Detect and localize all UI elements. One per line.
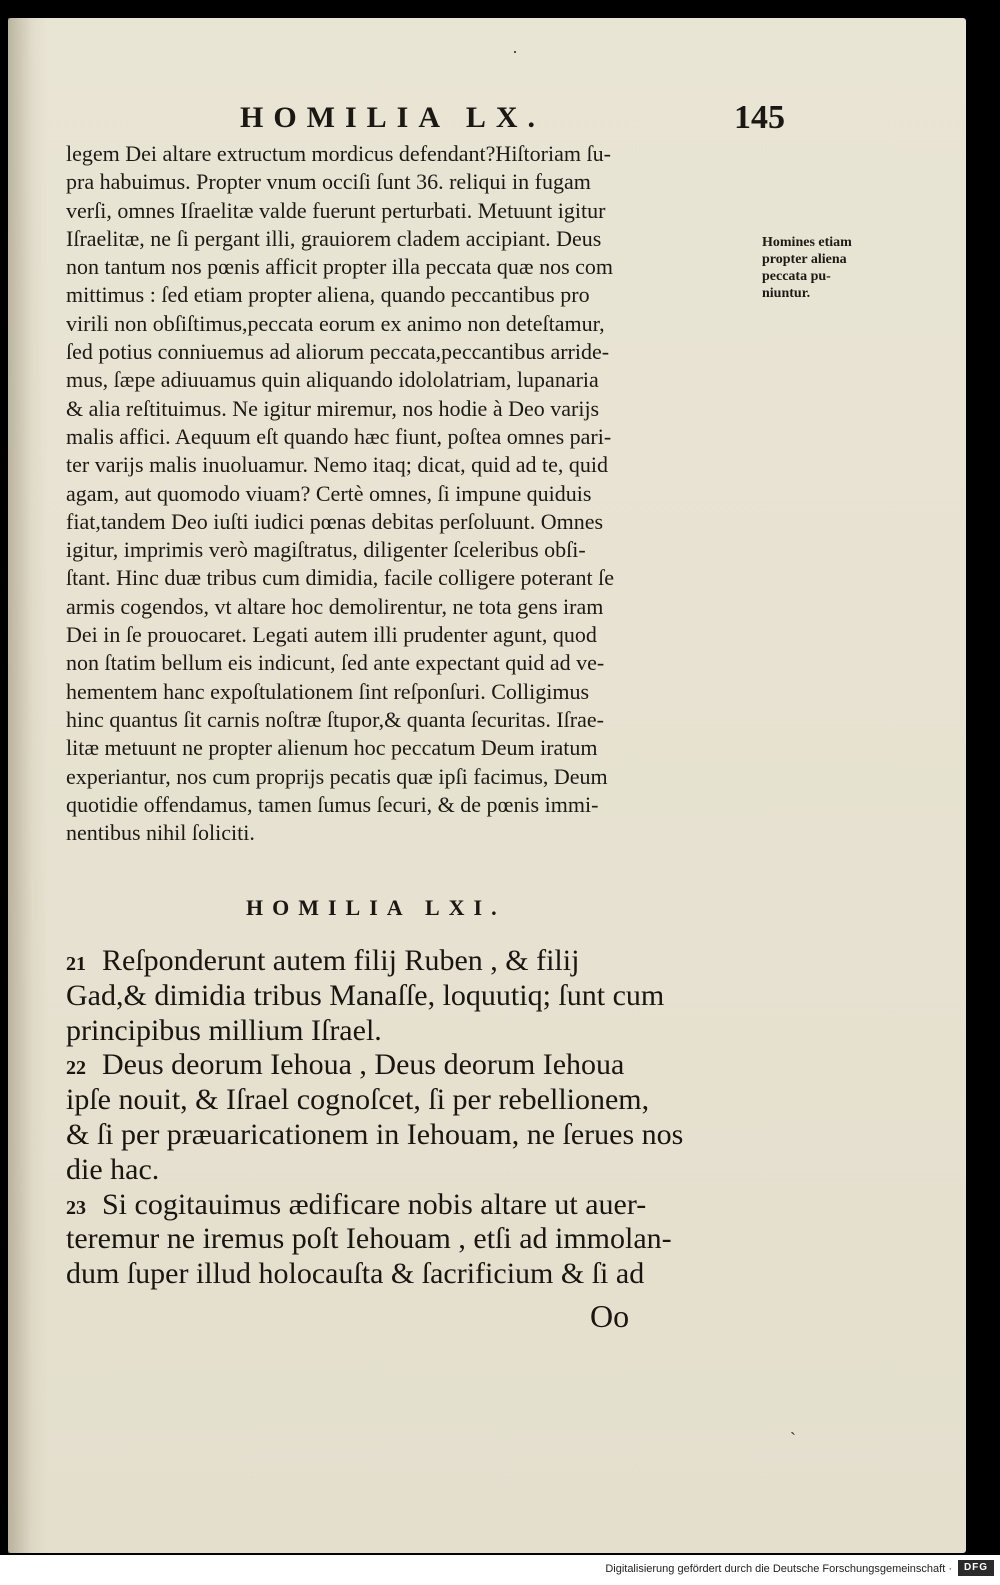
section-heading: HOMILIA LXI. bbox=[246, 895, 506, 920]
verse-line bbox=[66, 1222, 776, 1257]
ink-speck: · bbox=[512, 42, 518, 62]
text-line: fiat,tandem Deo iuſti iudici pœnas debitas perſoluunt. Omnes bbox=[66, 508, 604, 534]
text-line: nentibus nihil ſoliciti. bbox=[66, 820, 255, 846]
margin-note-line: propter aliena bbox=[762, 252, 847, 267]
verse-number: 22 bbox=[66, 1057, 86, 1080]
page-header bbox=[240, 101, 785, 135]
verse-text: principibus millium Iſrael. bbox=[66, 1013, 382, 1047]
verse-line bbox=[66, 1118, 776, 1153]
verse-text: dum ſuper illud holocauſta & ſacrificium & ſi ad bbox=[66, 1257, 645, 1291]
running-title: HOMILIA LX. bbox=[240, 101, 546, 134]
text-line: igitur, imprimis verò magiſtratus, diligenter ſceleribus obſi- bbox=[66, 537, 586, 563]
verse-line bbox=[66, 1153, 776, 1188]
text-line: non tantum nos pœnis afficit propter illa peccata quæ nos com bbox=[66, 254, 614, 280]
verse-text: ipſe nouit, & Iſrael cognoſcet, ſi per rebellionem, bbox=[66, 1083, 650, 1117]
verse-text: die hac. bbox=[66, 1152, 160, 1186]
verse-line bbox=[66, 1048, 776, 1083]
margin-note-line: peccata pu- bbox=[762, 269, 831, 284]
dfg-logo: DFG bbox=[958, 1560, 994, 1576]
text-line: experiantur, nos cum proprijs pecatis quæ ipſi facimus, Deum bbox=[66, 763, 608, 789]
text-line: hementem hanc expoſtulationem ſint reſponſuri. Colligimus bbox=[66, 678, 590, 704]
margin-note-line: Homines etiam bbox=[762, 235, 852, 250]
text-line: Iſraelitæ, ne ſi pergant illi, grauiorem cladem accipiant. Deus bbox=[66, 225, 602, 251]
verse-line bbox=[66, 1014, 776, 1049]
text-line: Dei in ſe prouocaret. Legati autem illi prudenter agunt, quod bbox=[66, 622, 597, 648]
catchword: Oo bbox=[590, 1298, 630, 1334]
verse-text: & ſi per præuaricationem in Iehouam, ne ſerues nos bbox=[66, 1117, 684, 1151]
text-line: non ſtatim bellum eis indicunt, ſed ante expectant quid ad ve- bbox=[66, 650, 605, 676]
verse-line bbox=[66, 1188, 776, 1223]
margin-note-line: niuntur. bbox=[762, 286, 811, 301]
verse-line bbox=[66, 1083, 776, 1118]
ink-speck: ˏ bbox=[790, 1415, 796, 1435]
text-line: pra habuimus. Propter vnum occiſi ſunt 36. reliqui in fugam bbox=[66, 169, 591, 195]
text-line: ſed potius conniuemus ad aliorum peccata,peccantibus arride- bbox=[66, 339, 610, 365]
text-line: hinc quantus ſit carnis noſtræ ſtupor,& quanta ſecuritas. Iſrae- bbox=[66, 706, 604, 732]
text-line: virili non obſiſtimus,peccata eorum ex animo non deteſtamur, bbox=[66, 310, 605, 336]
text-line: & alia reſtituimus. Ne igitur miremur, nos hodie à Deo varijs bbox=[66, 395, 600, 421]
text-line: verſi, omnes Iſraelitæ valde fuerunt perturbati. Metuunt igitur bbox=[66, 197, 606, 223]
text-line: quotidie offendamus, tamen ſumus ſecuri, & de pœnis immi- bbox=[66, 791, 599, 817]
text-line: legem Dei altare extructum mordicus defendant?Hiſtoriam ſu- bbox=[66, 141, 611, 166]
verse-text: Si cogitauimus ædificare nobis altare ut auer- bbox=[102, 1187, 647, 1221]
verse-number: 21 bbox=[66, 953, 86, 975]
text-line: agam, aut quomodo viuam? Certè omnes, ſi impune quiduis bbox=[66, 480, 592, 506]
verse-text: Gad,& dimidia tribus Manaſſe, loquutiq; ſunt cum bbox=[66, 978, 665, 1012]
margin-note bbox=[762, 234, 902, 302]
text-line: mittimus : ſed etiam propter aliena, quando peccantibus pro bbox=[66, 282, 590, 308]
verse-line bbox=[66, 944, 776, 979]
text-line: malis affici. Aequum eſt quando hæc fiunt, poſtea omnes pari- bbox=[66, 423, 612, 449]
verse-text: Reſponderunt autem filij Ruben , & filij bbox=[102, 944, 580, 977]
text-line: ſtant. Hinc duæ tribus cum dimidia, facile colligere poterant ſe bbox=[66, 565, 615, 591]
text-line: armis cogendos, vt altare hoc demolirentur, ne tota gens iram bbox=[66, 593, 604, 619]
commentary-text bbox=[66, 140, 766, 847]
text-line: litæ metuunt ne propter alienum hoc peccatum Deum iratum bbox=[66, 735, 598, 761]
scripture-verses bbox=[66, 944, 776, 1292]
verse-line bbox=[66, 979, 776, 1014]
verse-line bbox=[66, 1257, 776, 1292]
verse-number: 23 bbox=[66, 1196, 86, 1219]
text-line: ter varijs malis inuoluamur. Nemo itaq; dicat, quid ad te, quid bbox=[66, 452, 608, 478]
text-line: mus, ſæpe adiuuamus quin aliquando idololatriam, lupanaria bbox=[66, 367, 599, 393]
verse-text: teremur ne iremus poſt Iehouam , etſi ad immolan- bbox=[66, 1222, 672, 1256]
funding-credit: Digitalisierung gefördert durch die Deutsche Forschungsgemeinschaft · bbox=[605, 1563, 952, 1575]
page-number: 145 bbox=[734, 99, 785, 136]
verse-text: Deus deorum Iehoua , Deus deorum Iehoua bbox=[102, 1048, 625, 1082]
